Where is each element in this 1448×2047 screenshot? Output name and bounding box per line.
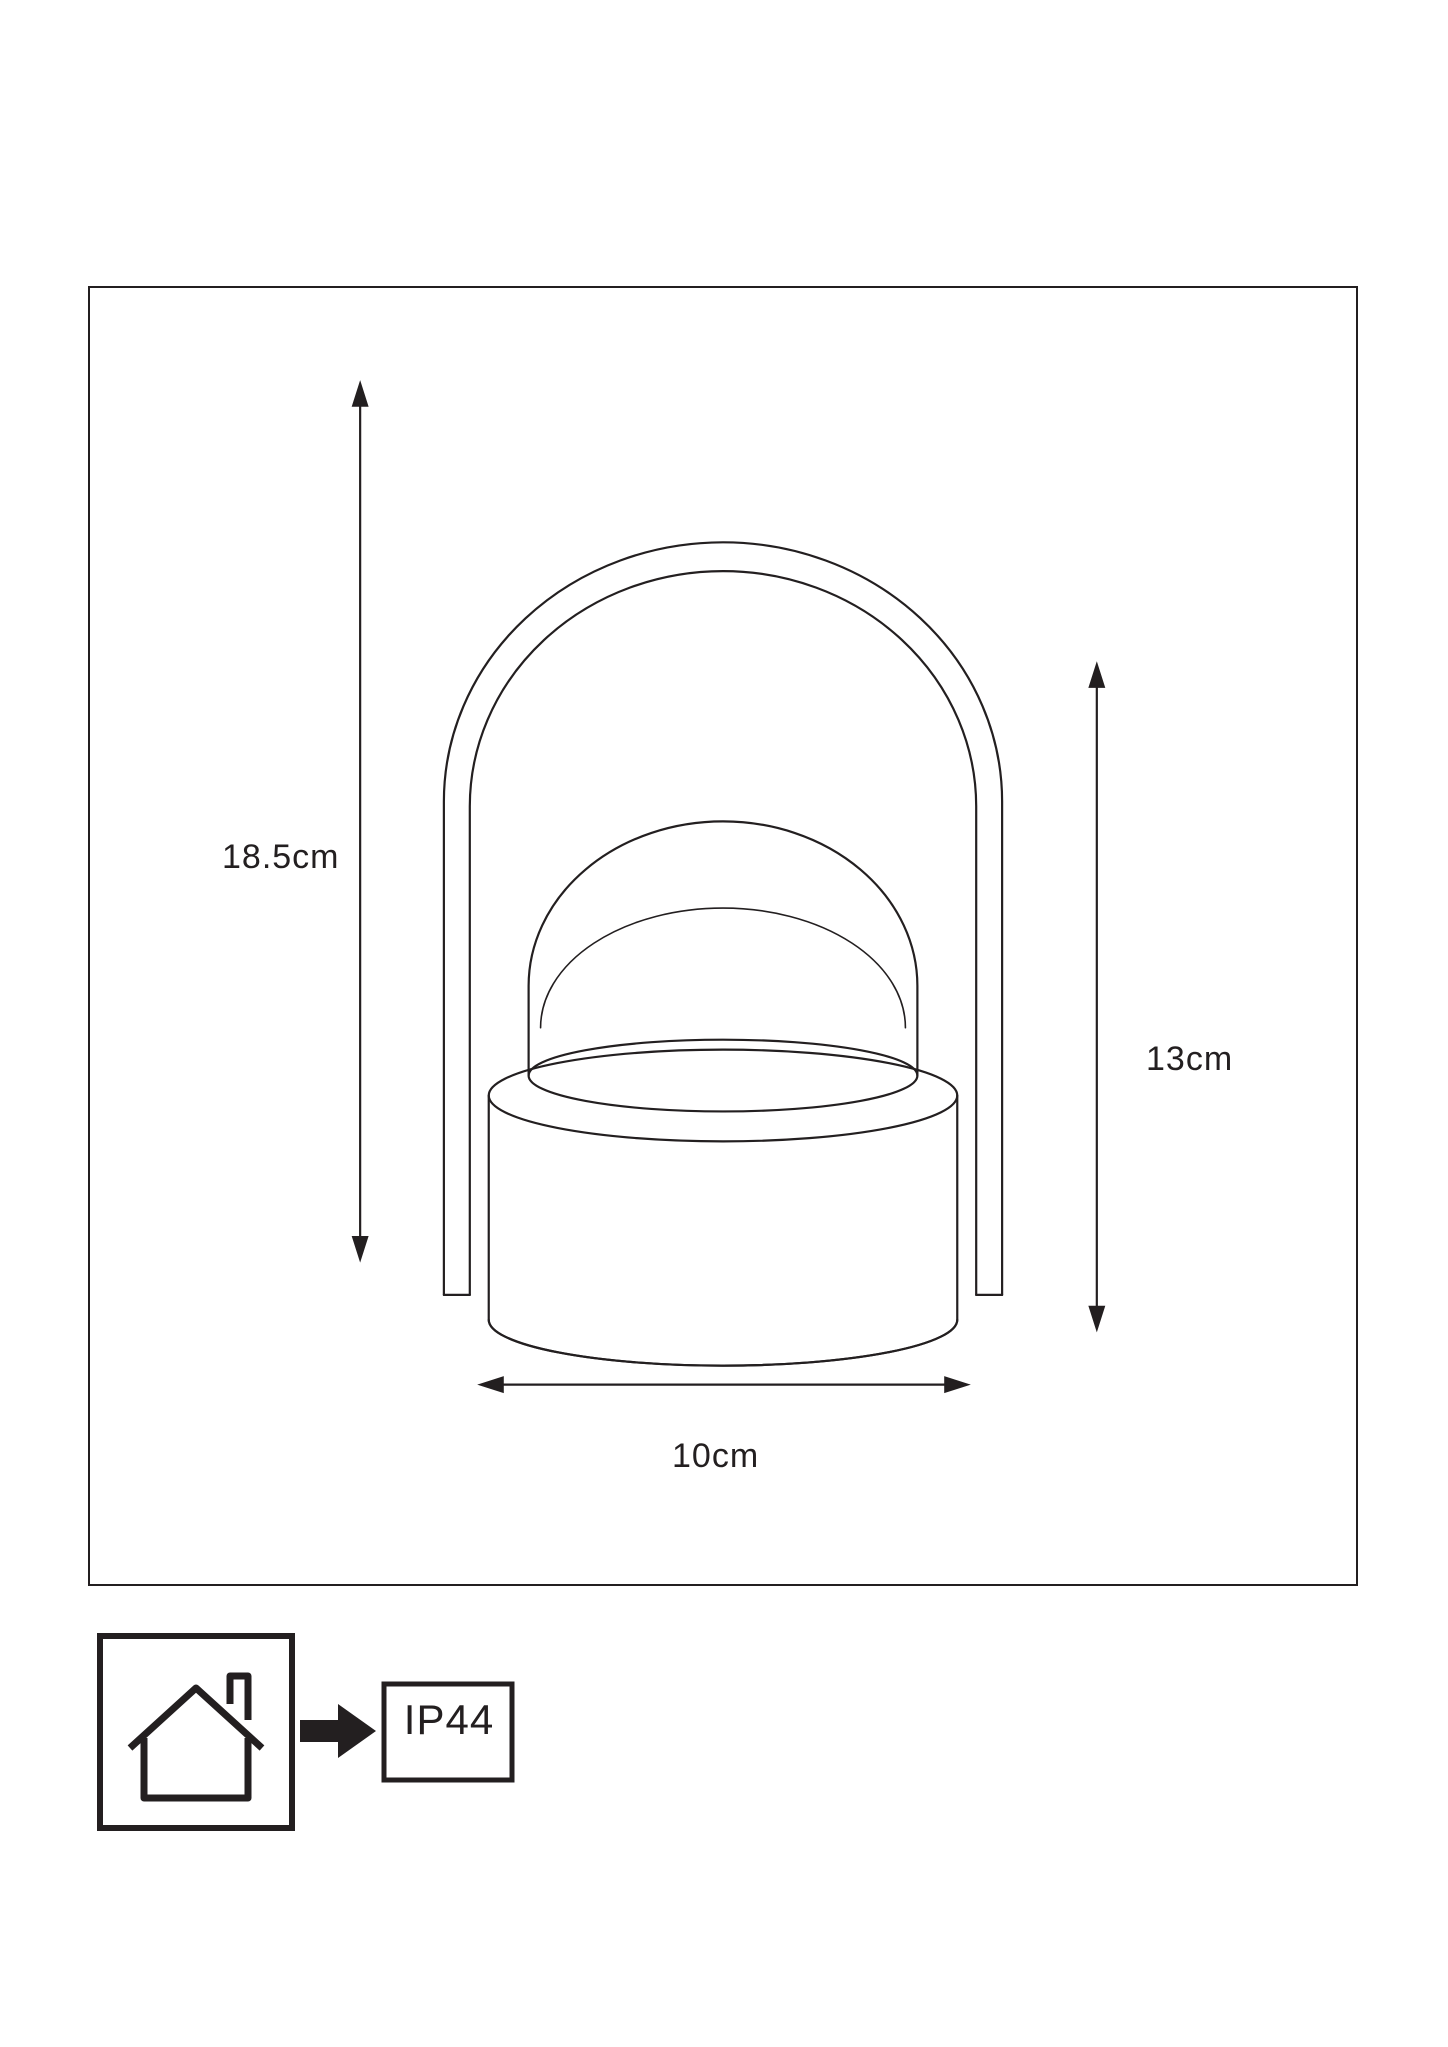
diameter-label: 10cm: [672, 1437, 760, 1475]
product-line-drawing: [90, 288, 1356, 1584]
body-height-label: 13cm: [1146, 1040, 1234, 1078]
product-drawing-frame: [88, 286, 1358, 1586]
ip-rating-label: IP44: [403, 1696, 495, 1743]
total-height-label: 18.5cm: [222, 838, 340, 876]
ip-rating-icon-group: [96, 1632, 516, 1832]
